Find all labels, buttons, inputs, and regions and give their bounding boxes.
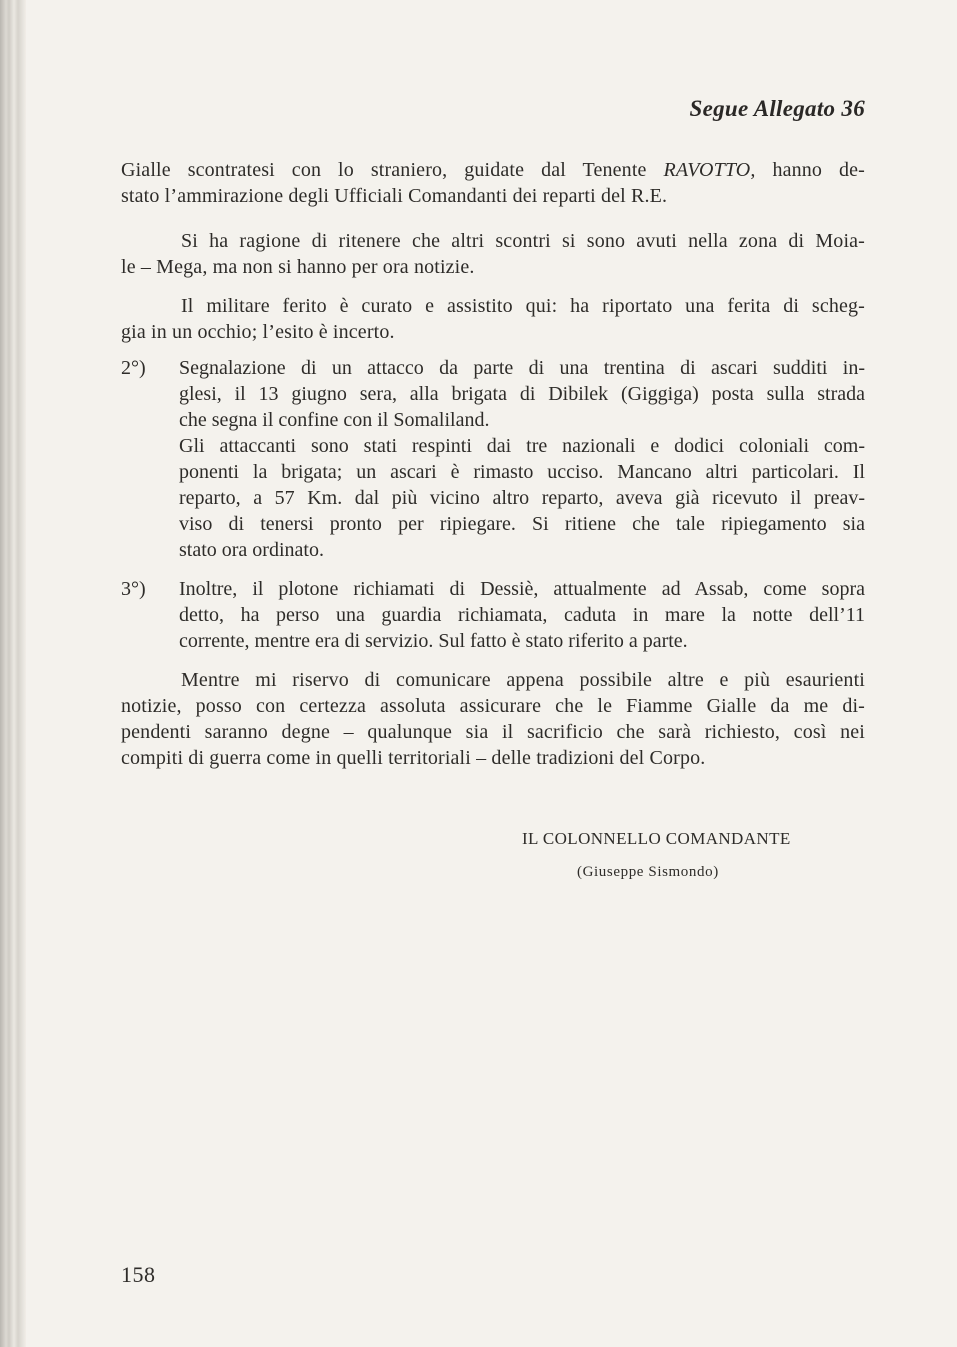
text-line: Il militare ferito è curato e assistito qui: ha riportato una ferita di scheg- bbox=[181, 295, 865, 317]
text-line: Gialle scontratesi con lo straniero, guidate dal Tenente RAVOTTO, hanno de- bbox=[121, 159, 865, 181]
page-number: 158 bbox=[121, 1262, 156, 1287]
page-header: Segue Allegato 36 bbox=[689, 96, 865, 121]
paragraph-closing bbox=[121, 667, 865, 771]
signature-name: (Giuseppe Sismondo) bbox=[577, 864, 719, 880]
text-line: Gli attaccanti sono stati respinti dai tre nazionali e dodici coloniali com- bbox=[179, 435, 865, 457]
signature-title: IL COLONNELLO COMANDANTE bbox=[522, 829, 791, 848]
item-number: 2°) bbox=[121, 357, 146, 379]
text-line: viso di tenersi pronto per ripiegare. Si ritiene che tale ripiegamento sia bbox=[179, 513, 865, 535]
text-line: notizie, posso con certezza assoluta assicurare che le Fiamme Gialle da me di- bbox=[121, 695, 865, 717]
text-line: detto, ha perso una guardia richiamata, caduta in mare la notte dell’11 bbox=[179, 604, 865, 626]
text-line: reparto, a 57 Km. dal più vicino altro reparto, aveva già ricevuto il preav- bbox=[179, 487, 865, 509]
text-line: corrente, mentre era di servizio. Sul fatto è stato riferito a parte. bbox=[179, 630, 688, 652]
text-line: le – Mega, ma non si hanno per ora notizie. bbox=[121, 256, 475, 278]
text-line: compiti di guerra come in quelli territoriali – delle tradizioni del Corpo. bbox=[121, 747, 706, 769]
item-body bbox=[179, 355, 865, 563]
paragraph-continuation bbox=[121, 157, 865, 209]
text-line: stato ora ordinato. bbox=[179, 539, 324, 561]
text-line: Si ha ragione di ritenere che altri scontri si sono avuti nella zona di Moia- bbox=[181, 230, 865, 252]
text-line: gia in un occhio; l’esito è incerto. bbox=[121, 321, 395, 343]
text-line: glesi, il 13 giugno sera, alla brigata di Dibilek (Giggiga) posta sulla strada bbox=[179, 383, 865, 405]
paragraph-wounded-soldier bbox=[121, 293, 865, 345]
paragraph-other-clashes bbox=[121, 228, 865, 280]
text-line: Segnalazione di un attacco da parte di una trentina di ascari sudditi in- bbox=[179, 357, 865, 379]
item-number: 3°) bbox=[121, 578, 146, 600]
item-body bbox=[179, 576, 865, 654]
text-line: pendenti saranno degne – qualunque sia il sacrificio che sarà richiesto, così nei bbox=[121, 721, 865, 743]
text-line: ponenti la brigata; un ascari è rimasto ucciso. Mancano altri particolari. Il bbox=[179, 461, 865, 483]
page-binding-edge bbox=[0, 0, 26, 1347]
lieutenant-name: RAVOTTO, bbox=[663, 159, 756, 181]
text-line: stato l’ammirazione degli Ufficiali Comandanti dei reparti del R.E. bbox=[121, 185, 668, 207]
text-line: Inoltre, il plotone richiamati di Dessiè, attualmente ad Assab, come sopra bbox=[179, 578, 865, 600]
text-line: Mentre mi riservo di comunicare appena possibile altre e più esaurienti bbox=[181, 669, 865, 691]
text-line: che segna il confine con il Somaliland. bbox=[179, 409, 490, 431]
